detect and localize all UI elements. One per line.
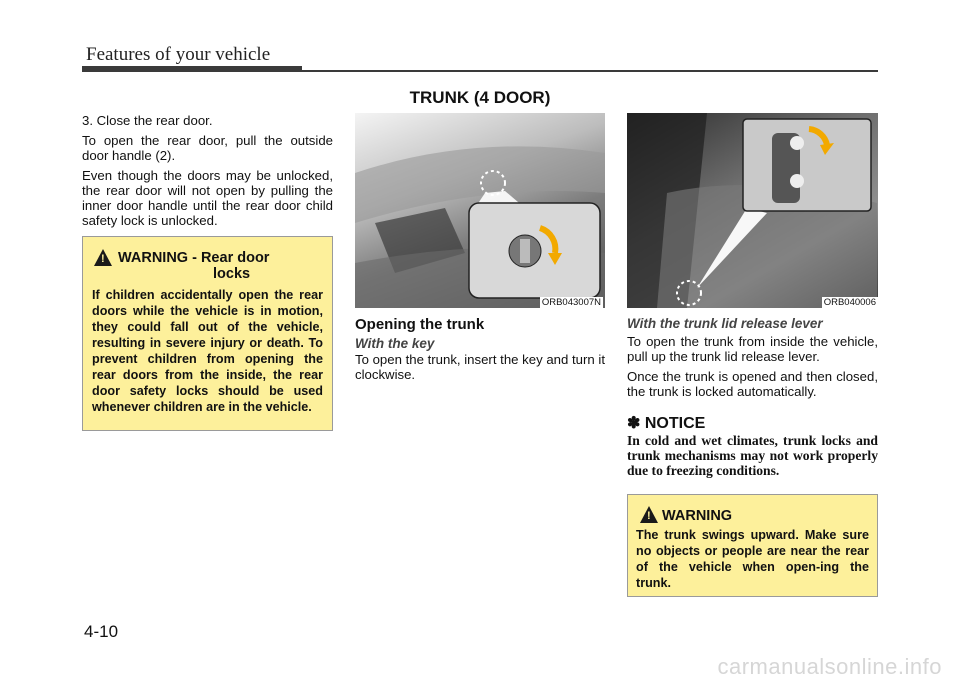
section-title: TRUNK (4 DOOR): [409, 88, 551, 107]
release-lever-text-block: [627, 334, 878, 404]
warning-body: If children accidentally open the rear doors while the vehicle is in motion, they could fall out of the vehicle, resulting in severe injury or death. To prevent children from opening the rear doors from the inside, the rear door safety locks should be used whenever children are in the vehicle.: [92, 288, 323, 414]
notice-heading: ✽ NOTICE: [627, 415, 706, 432]
header-bar: [82, 66, 302, 72]
warning-triangle-icon: !: [640, 506, 658, 523]
warning-body: The trunk swings upward. Make sure no objects or people are near the rear of the vehicle when open-ing the trunk.: [636, 528, 869, 590]
release-lever-subheading: With the trunk lid release lever: [627, 316, 823, 331]
child-lock-text: Even though the doors may be unlocked, the rear door will not open by pulling the inner door handle until the rear door child safety lock is unlocked.: [82, 168, 333, 228]
opening-trunk-heading: Opening the trunk: [355, 316, 485, 333]
page-number: 4-10: [84, 622, 119, 641]
open-rear-door-text: To open the rear door, pull the outside door handle (2).: [82, 133, 333, 163]
trunk-key-illustration: [355, 113, 605, 308]
warning-box-trunk: [627, 494, 878, 597]
release-lever-photo: [627, 113, 878, 308]
warning-triangle-icon: !: [94, 249, 112, 266]
warning-heading: WARNING - Rear door: [118, 250, 270, 266]
release-lever-illustration: [627, 113, 878, 308]
step-close-door: 3. Close the rear door.: [82, 113, 213, 128]
page-header-title: Features of your vehicle: [86, 44, 271, 65]
warning-heading: WARNING: [662, 508, 733, 524]
warning-box-rear-door-locks: [82, 236, 333, 431]
trunk-key-photo: [355, 113, 605, 308]
auto-lock-text: Once the trunk is opened and then closed, the trunk is locked automatically.: [627, 369, 878, 399]
release-lever-text: To open the trunk from inside the vehicle, pull up the trunk lid release lever.: [627, 334, 878, 364]
left-column-text: [82, 113, 333, 233]
figure-code: ORB043007N: [541, 297, 601, 308]
header-rule: [300, 70, 878, 72]
watermark: carmanualsonline.info: [717, 654, 942, 679]
notice-text: In cold and wet climates, trunk locks and trunk mechanisms may not work properly due to freezing conditions.: [627, 433, 878, 478]
figure-code: ORB040006: [823, 297, 876, 308]
with-key-text-block: [355, 352, 605, 387]
with-key-text: To open the trunk, insert the key and turn it clockwise.: [355, 352, 605, 382]
warning-heading-continued: locks: [213, 266, 251, 282]
with-key-subheading: With the key: [355, 336, 435, 351]
